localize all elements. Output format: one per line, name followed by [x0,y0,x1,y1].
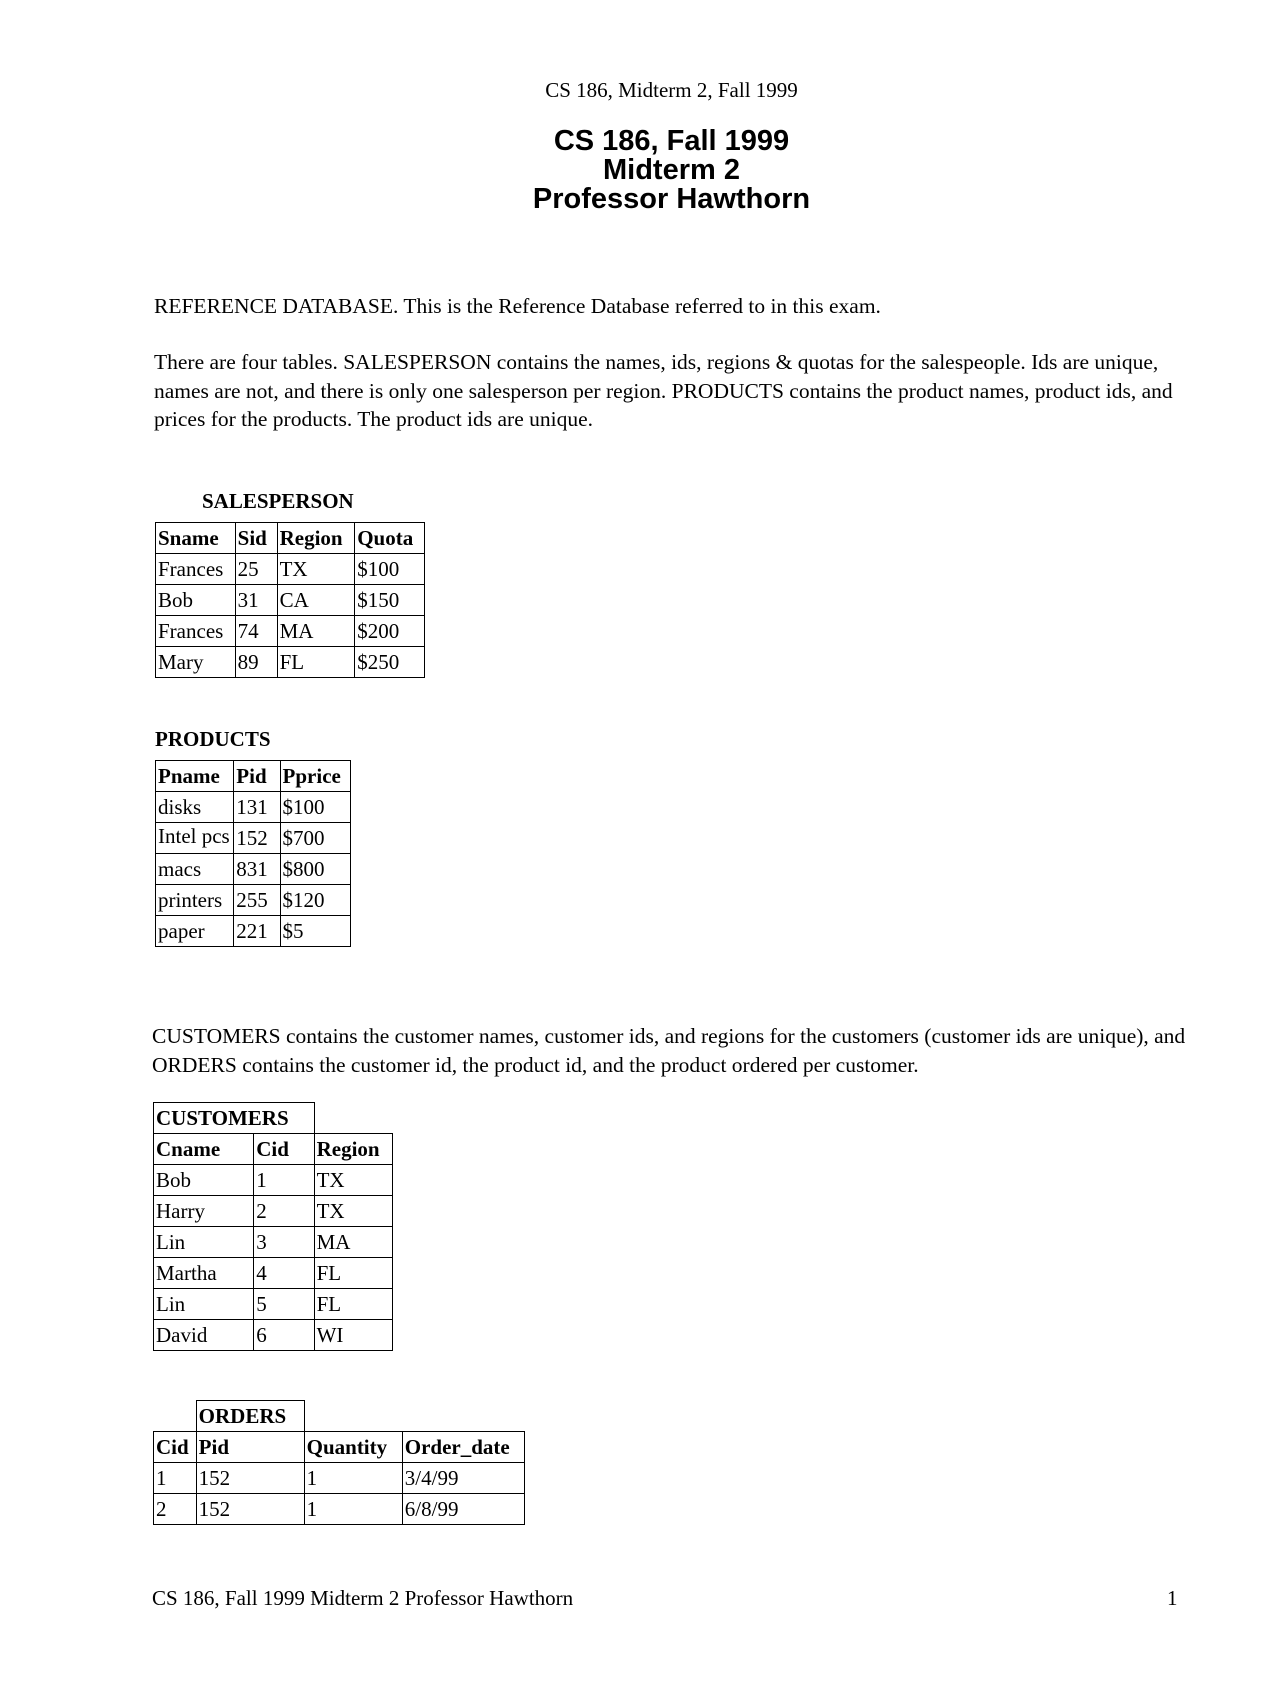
table-cell: Intel pcs [156,823,234,854]
table-cell: 3/4/99 [402,1463,524,1494]
table-cell: 6/8/99 [402,1494,524,1525]
table-cell: 74 [235,616,277,647]
table-cell: Lin [154,1227,254,1258]
table-cell: 25 [235,554,277,585]
table-row [156,585,425,616]
table-cell: 152 [196,1463,304,1494]
intro-paragraph: REFERENCE DATABASE. This is the Reference Database referred to in this exam. [154,294,881,318]
table-row [156,647,425,678]
table-cell: TX [314,1165,392,1196]
table-cell: WI [314,1320,392,1351]
table-cell: 5 [254,1289,314,1320]
title-line-1: CS 186, Fall 1999 [553,125,790,157]
table-cell: $800 [280,854,350,885]
table-cell: David [154,1320,254,1351]
salesperson-table [155,522,425,678]
products-caption: PRODUCTS [155,727,271,751]
table-cell: 152 [196,1494,304,1525]
table-cell: CA [277,585,355,616]
table-row [154,1165,393,1196]
table-cell: $200 [355,616,425,647]
footer-text: CS 186, Fall 1999 Midterm 2 Professor Hawthorn [152,1586,574,1610]
column-header: Pid [196,1432,304,1463]
column-header: Pid [234,761,280,792]
table-cell: macs [156,854,234,885]
table-cell: 4 [254,1258,314,1289]
table-cell: 1 [154,1463,197,1494]
table-cell: 2 [154,1494,197,1525]
page-number: 1 [1167,1586,1178,1610]
table-cell: Lin [154,1289,254,1320]
column-header: Sid [235,523,277,554]
table-row [154,1196,393,1227]
products-table [155,760,351,947]
table-cell: 1 [254,1165,314,1196]
table-row [156,916,351,947]
table-cell: 3 [254,1227,314,1258]
salesperson-caption: SALESPERSON [202,489,354,513]
column-header: Pname [156,761,234,792]
table-cell: Frances [156,616,236,647]
table-cell: 221 [234,916,280,947]
table-row [154,1258,393,1289]
description-paragraph: There are four tables. SALESPERSON contains the names, ids, regions & quotas for the salespeople. Ids are unique, names are not, and there is only one salesperson per region. PRODUCTS contains the product names, product ids, and prices for the products. The product ids are unique. [154,350,1173,431]
orders-caption: ORDERS [196,1401,304,1432]
column-header: Order_date [402,1432,524,1463]
table-row [156,554,425,585]
table-cell: 1 [304,1494,402,1525]
table-cell: Bob [156,585,236,616]
table-cell: $700 [280,823,350,854]
table-row [154,1494,525,1525]
table-row [154,1289,393,1320]
column-header: Sname [156,523,236,554]
table-cell: $100 [355,554,425,585]
table-cell: Bob [154,1165,254,1196]
table-cell: 89 [235,647,277,678]
table-row [154,1227,393,1258]
table-cell: 31 [235,585,277,616]
table-cell: Frances [156,554,236,585]
table-cell: $150 [355,585,425,616]
column-header: Cid [254,1134,314,1165]
table-cell: 152 [234,823,280,854]
table-row [156,792,351,823]
table-cell: 131 [234,792,280,823]
title-line-2: Midterm 2 [603,154,740,186]
table-cell: 831 [234,854,280,885]
customers-table [153,1102,393,1351]
table-cell: $5 [280,916,350,947]
table-row [156,885,351,916]
column-header: Region [277,523,355,554]
table-cell: TX [314,1196,392,1227]
column-header: Cid [154,1432,197,1463]
table-cell: 1 [304,1463,402,1494]
table-cell: MA [314,1227,392,1258]
table-cell: $120 [280,885,350,916]
table-row [154,1463,525,1494]
table-cell: printers [156,885,234,916]
customers-caption: CUSTOMERS [154,1103,315,1134]
table-cell: $100 [280,792,350,823]
table-cell: FL [314,1258,392,1289]
description2-paragraph: CUSTOMERS contains the customer names, customer ids, and regions for the customers (customer ids are unique), and ORDERS contains the customer id, the product id, and the product ordered per customer. [152,1024,1186,1077]
table-cell: 255 [234,885,280,916]
table-cell: paper [156,916,234,947]
orders-table [153,1400,525,1525]
table-row [154,1320,393,1351]
title-line-3: Professor Hawthorn [532,183,811,215]
table-cell: FL [314,1289,392,1320]
table-cell: MA [277,616,355,647]
column-header: Quantity [304,1432,402,1463]
column-header: Region [314,1134,392,1165]
column-header: Cname [154,1134,254,1165]
table-row [156,823,351,854]
running-header: CS 186, Midterm 2, Fall 1999 [545,78,798,102]
table-cell: Mary [156,647,236,678]
table-cell: FL [277,647,355,678]
page-title [0,127,1280,214]
table-row [156,854,351,885]
table-cell: 6 [254,1320,314,1351]
table-row [156,616,425,647]
table-cell: Martha [154,1258,254,1289]
table-cell: Harry [154,1196,254,1227]
column-header: Pprice [280,761,350,792]
table-cell: disks [156,792,234,823]
table-cell: TX [277,554,355,585]
table-cell: $250 [355,647,425,678]
table-cell: 2 [254,1196,314,1227]
column-header: Quota [355,523,425,554]
